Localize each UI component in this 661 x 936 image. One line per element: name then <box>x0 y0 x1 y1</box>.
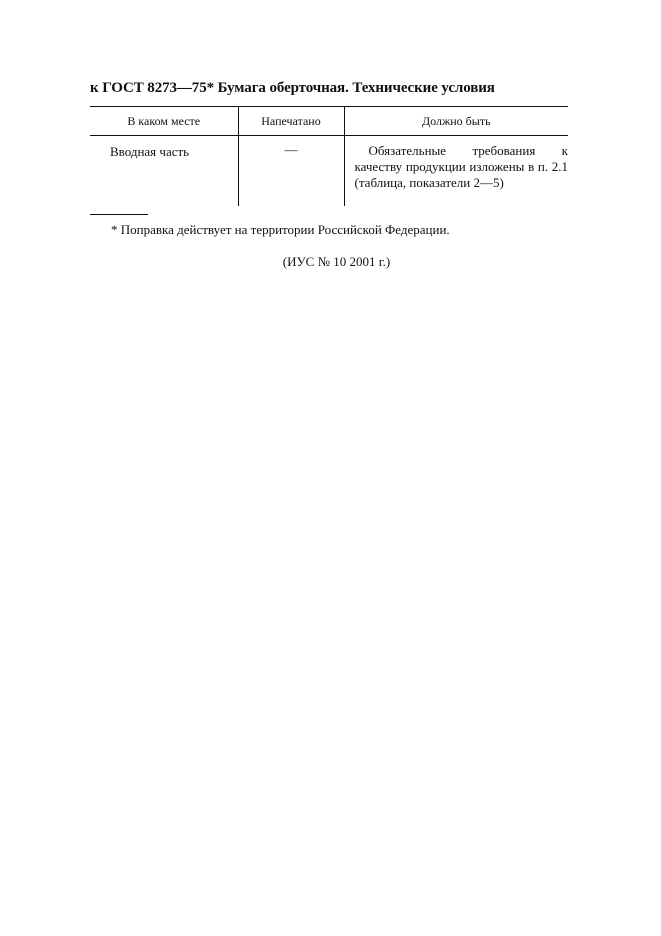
cell-printed: — <box>238 136 344 207</box>
correction-table <box>90 106 568 206</box>
header-place: В каком месте <box>90 107 238 136</box>
source-reference: (ИУС № 10 2001 г.) <box>282 254 391 269</box>
header-printed: Напечатано <box>238 107 344 136</box>
table-header-row <box>90 107 568 136</box>
cell-place: Вводная часть <box>110 144 190 159</box>
header-should-be: Должно быть <box>344 107 568 136</box>
cell-should-be: Обязательные требования к качеству продукции изложены в п. 2.1 (таблица, показатели 2—5) <box>344 136 568 207</box>
footnote-divider <box>90 214 148 215</box>
footnote: * Поправка действует на территории Российской Федерации. <box>111 222 450 237</box>
document-title: к ГОСТ 8273—75* Бумага оберточная. Технические условия <box>90 80 495 96</box>
table-row <box>90 136 568 207</box>
